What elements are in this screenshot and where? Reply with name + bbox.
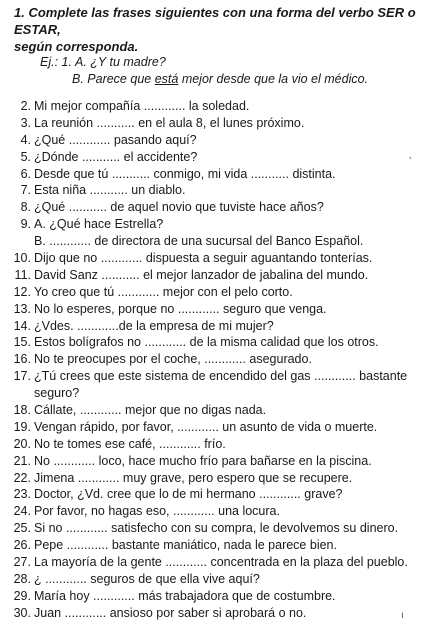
item-number: 5. (20, 149, 31, 164)
exercise-item-continuation (0, 385, 423, 402)
item-text: ¿Dónde ........... el accidente? (34, 149, 198, 164)
item-text: Por favor, no hagas eso, ............ una locura. (34, 504, 280, 519)
example-line-b (40, 71, 420, 88)
item-text: seguro? (34, 386, 80, 401)
instructions-line-1: 1. Complete las frases siguientes con una forma del verbo SER o ESTAR, (14, 5, 416, 37)
exercise-instructions (14, 4, 419, 55)
exercise-item (0, 166, 423, 183)
instructions-line-2: según corresponda. (14, 39, 139, 54)
item-text: Estos bolígrafos no ............ de la misma calidad que los otros. (34, 335, 379, 350)
item-text: ¿ ............ seguros de que ella vive aquí? (34, 571, 260, 586)
item-number: 4. (20, 132, 31, 147)
example-b-before: B. Parece que (72, 72, 155, 86)
item-text: ¿Qué ............ pasando aquí? (34, 132, 197, 147)
item-number: 20. (13, 436, 31, 451)
example-block (40, 54, 420, 88)
item-number: 15. (13, 335, 31, 350)
item-number: 7. (20, 183, 31, 198)
item-text: B. ............ de directora de una sucursal del Banco Español. (34, 234, 364, 249)
exercise-item (0, 267, 423, 284)
item-text: Dijo que no ............ dispuesta a seguir aguantando tonterías. (34, 251, 373, 266)
item-text: Doctor, ¿Vd. cree que lo de mi hermano ............ grave? (34, 487, 343, 502)
item-text: Desde que tú ........... conmigo, mi vida ........... distinta. (34, 166, 336, 181)
exercise-item (0, 149, 423, 166)
item-text: Esta niña ........... un diablo. (34, 183, 186, 198)
item-text: Yo creo que tú ............ mejor con el pelo corto. (34, 284, 293, 299)
item-text: Pepe ............ bastante maniático, nada le parece bien. (34, 538, 337, 553)
example-line-a (40, 54, 420, 71)
example-label: Ej.: (40, 55, 59, 69)
exercise-item (0, 537, 423, 554)
exercise-item (0, 301, 423, 318)
item-number: 13. (13, 301, 31, 316)
item-number: 10. (13, 251, 31, 266)
example-b-after: mejor desde que la vio el médico. (178, 72, 369, 86)
item-text: Vengan rápido, por favor, ............ un asunto de vida o muerte. (34, 419, 378, 434)
exercise-item (0, 351, 423, 368)
exercise-item (0, 284, 423, 301)
exercise-item (0, 470, 423, 487)
item-text: A. ¿Qué hace Estrella? (34, 217, 164, 232)
margin-mark: ı (401, 610, 404, 621)
exercise-item (0, 250, 423, 267)
item-number: 2. (20, 99, 31, 113)
item-text: No ............ loco, hace mucho frío para bañarse en la piscina. (34, 453, 372, 468)
exercise-item (0, 115, 423, 132)
exercise-item (0, 486, 423, 503)
item-text: Juan ............ ansioso por saber si aprobará o no. (34, 605, 307, 620)
item-number: 23. (13, 487, 31, 502)
item-number: 18. (13, 403, 31, 418)
exercise-item (0, 132, 423, 149)
item-number: 8. (20, 200, 31, 215)
exercise-item (0, 216, 423, 233)
item-number: 17. (13, 369, 31, 384)
item-number: 24. (13, 504, 31, 519)
item-number: 29. (13, 588, 31, 603)
exercise-item (0, 334, 423, 351)
item-text: La mayoría de la gente ............ concentrada en la plaza del pueblo. (34, 555, 408, 570)
example-b-underlined: está (154, 72, 179, 86)
exercise-item (0, 554, 423, 571)
item-text: ¿Vdes. ............de la empresa de mi mujer? (34, 318, 274, 333)
item-text: Mi mejor compañía ............ la soledad. (34, 99, 250, 113)
item-number: 21. (13, 453, 31, 468)
exercise-item (0, 368, 423, 385)
item-number: 14. (13, 318, 31, 333)
margin-mark: ’ (409, 156, 412, 167)
item-text: Cállate, ............ mejor que no digas nada. (34, 403, 267, 418)
exercise-item (0, 436, 423, 453)
item-number: 12. (13, 284, 31, 299)
exercise-item (0, 199, 423, 216)
exercise-item (0, 605, 423, 622)
item-number: 3. (20, 115, 31, 130)
exercise-item (0, 571, 423, 588)
item-number: 16. (13, 352, 31, 367)
item-text: No te preocupes por el coche, ............ asegurado. (34, 352, 312, 367)
item-number: 11. (14, 267, 31, 282)
item-number: 22. (13, 470, 31, 485)
item-text: ¿Tú crees que este sistema de encendido del gas ............ bastante (34, 369, 408, 384)
exercise-item (0, 318, 423, 335)
item-text: La reunión ........... en el aula 8, el lunes próximo. (34, 115, 305, 130)
exercise-item (0, 453, 423, 470)
exercise-item (0, 182, 423, 199)
item-text: David Sanz ........... el mejor lanzador de jabalina del mundo. (34, 267, 369, 282)
item-number: 30. (13, 605, 31, 620)
item-text: María hoy ............ más trabajadora que de costumbre. (34, 588, 336, 603)
item-text: Jimena ............ muy grave, pero espero que se recupere. (34, 470, 353, 485)
item-number: 28. (13, 571, 31, 586)
item-number: 26. (13, 538, 31, 553)
exercise-list (0, 98, 423, 622)
item-text: ¿Qué ........... de aquel novio que tuviste hace años? (34, 200, 324, 215)
item-number: 6. (20, 166, 31, 181)
exercise-item (0, 588, 423, 605)
item-number: 27. (13, 555, 31, 570)
exercise-item (0, 419, 423, 436)
item-text: Si no ............ satisfecho con su compra, le devolvemos su dinero. (34, 521, 399, 536)
item-number: 9. (20, 217, 31, 232)
exercise-item (0, 503, 423, 520)
exercise-item (0, 520, 423, 537)
item-text: No lo esperes, porque no ............ seguro que venga. (34, 301, 327, 316)
exercise-item-continuation (0, 233, 423, 250)
example-a-text: 1. A. ¿Y tu madre? (61, 55, 166, 69)
item-number: 19. (13, 419, 31, 434)
exercise-item (0, 402, 423, 419)
item-text: No te tomes ese café, ............ frío. (34, 436, 226, 451)
exercise-item (0, 98, 423, 115)
item-number: 25. (13, 521, 31, 536)
